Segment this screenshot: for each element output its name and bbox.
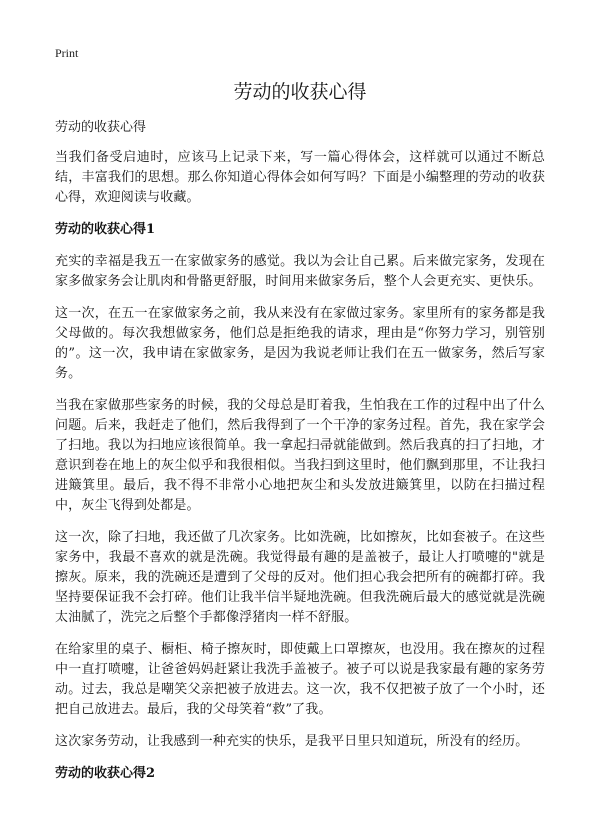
section-1-paragraph-6: 这次家务劳动，让我感到一种充实的快乐，是我平日里只知道玩，所没有的经历。 <box>55 734 529 749</box>
section-1-paragraph-5: 在给家里的桌子、橱柜、椅子擦灰时，即使戴上口罩擦灰，也没用。我在擦灰的过程中一直打喷嚏，让爸爸妈妈赶紧让我洗手盖被子。被子可以说是我家最有趣的家务劳动。过去，我总是嘲笑父亲把被子放进去。这一次，我不仅把被子放了一个小时，还把自己放进去。最后，我的父母笑着“救”了我。 <box>55 642 545 717</box>
print-link[interactable]: Print <box>55 46 79 60</box>
article-subtitle: 劳动的收获心得 <box>55 120 147 135</box>
page-title: 劳动的收获心得 <box>233 81 367 103</box>
section-1-paragraph-4: 这一次，除了扫地，我还做了几次家务。比如洗碗，比如擦灰，比如套被子。在这些家务中，我最不喜欢的就是洗碗。我觉得最有趣的是盖被子，最让人打喷嚏的"就是擦灰。原来，我的洗碗还是遭到了父母的反对。他们担心我会把所有的碗都打碎。我坚持要保证我不会打碎。他们让我半信半疑地洗碗。但我洗碗后最大的感觉就是洗碗太油腻了，洗完之后整个手都像浮猪肉一样不舒服。 <box>55 530 545 625</box>
section-1-paragraph-3: 当我在家做那些家务的时候，我的父母总是盯着我，生怕我在工作的过程中出了什么问题。后来，我赶走了他们，然后我得到了一个干净的家务过程。首先，我在家学会了扫地。我以为扫地应该很简单。我一拿起扫帚就能做到。然后我真的扫了扫地，才意识到卷在地上的灰尘似乎和我很相似。当我扫到这里时，他们飘到那里，不让我扫进簸箕里。最后，我不得不非常小心地把灰尘和头发放进簸箕里，以防在扫描过程中，灰尘飞得到处都是。 <box>55 398 545 513</box>
intro-paragraph: 当我们备受启迪时，应该马上记录下来，写一篇心得体会，这样就可以通过不断总结，丰富我们的思想。那么你知道心得体会如何写吗？下面是小编整理的劳动的收获心得，欢迎阅读与收藏。 <box>55 150 545 205</box>
section-1-paragraph-1: 充实的幸福是我五一在家做家务的感觉。我以为会让自己累。后来做完家务，发现在家多做家务会让肌肉和骨骼更舒服，时间用来做家务后，整个人会更充实、更快乐。 <box>55 254 545 289</box>
article-body <box>55 118 545 796</box>
section-heading-1: 劳动的收获心得1 <box>55 222 156 237</box>
section-heading-2: 劳动的收获心得2 <box>55 766 156 781</box>
section-1-paragraph-2: 这一次，在五一在家做家务之前，我从来没有在家做过家务。家里所有的家务都是我父母做的。每次我想做家务，他们总是拒绝我的请求，理由是“你努力学习，别管别的”。这一次，我申请在家做家务，是因为我说老师让我们在五一做家务，然后写家务。 <box>55 306 545 381</box>
